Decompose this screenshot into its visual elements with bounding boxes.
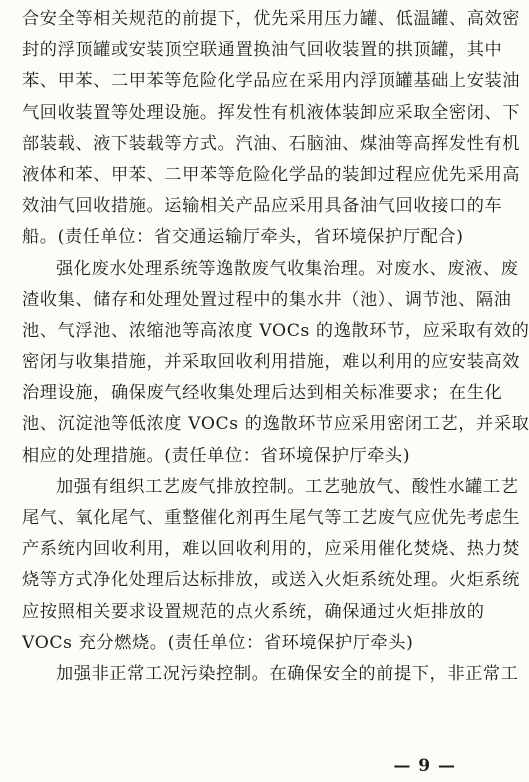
text-line: 加强有组织工艺废气排放控制。工艺驰放气、酸性水罐工艺	[56, 476, 519, 497]
text-line: 烧等方式净化处理后达标排放，或送入火炬系统处理。火炬系统	[22, 570, 521, 591]
text-line: 苯、甲苯、二甲苯等危险化学品应在采用内浮顶罐基础上安装油	[22, 71, 521, 92]
text-line: 渣收集、储存和处理处置过程中的集水井（池）、调节池、隔油	[22, 289, 512, 310]
text-line: VOCs 充分燃烧。(责任单位：省环境保护厅牵头)	[22, 632, 414, 653]
text-line: 合安全等相关规范的前提下，优先采用压力罐、低温罐、高效密	[22, 9, 521, 29]
text-line: 封的浮顶罐或安装顶空联通置换油气回收装置的拱顶罐，其中	[22, 40, 503, 61]
text-line: 池、气浮池、浓缩池等高浓度 VOCs 的逸散环节，应采取有效的	[22, 320, 529, 341]
text-line: 部装载、液下装载等方式。汽油、石脑油、煤油等高挥发性有机	[22, 133, 521, 154]
text-line: 密闭与收集措施，并采取回收利用措施，难以利用的应安装高效	[22, 352, 521, 373]
text-line: 尾气、氧化尾气、重整催化剂再生尾气等工艺废气应优先考虑生	[22, 508, 521, 528]
paragraph	[22, 4, 521, 254]
paragraph	[22, 472, 521, 659]
text-line: 船。(责任单位：省交通运输厅牵头，省环境保护厅配合)	[22, 227, 464, 248]
text-line: 池、沉淀池等低浓度 VOCs 的逸散环节应采用密闭工艺，并采取	[22, 414, 529, 435]
text-line: 应按照相关要求设置规范的点火系统，确保通过火炬排放的	[22, 601, 485, 622]
body-text	[22, 4, 529, 690]
paragraph	[22, 254, 529, 472]
page-number: — 9 —	[393, 756, 456, 776]
paragraph	[22, 659, 519, 690]
text-line: 治理设施，确保废气经收集处理后达到相关标准要求；在生化	[22, 383, 503, 404]
text-line: 加强非正常工况污染控制。在确保安全的前提下，非正常工	[56, 663, 519, 684]
text-line: 相应的处理措施。(责任单位：省环境保护厅牵头)	[22, 445, 411, 466]
text-line: 液体和苯、甲苯、二甲苯等危险化学品的装卸过程应优先采用高	[22, 164, 521, 185]
text-line: 强化废水处理系统等逸散废气收集治理。对废水、废液、废	[56, 258, 519, 279]
text-line: 气回收装置等处理设施。挥发性有机液体装卸应采取全密闭、下	[22, 102, 521, 123]
text-line: 产系统内回收利用，难以回收利用的，应采用催化焚烧、热力焚	[22, 539, 521, 560]
text-line: 效油气回收措施。运输相关产品应采用具备油气回收接口的车	[22, 196, 503, 217]
